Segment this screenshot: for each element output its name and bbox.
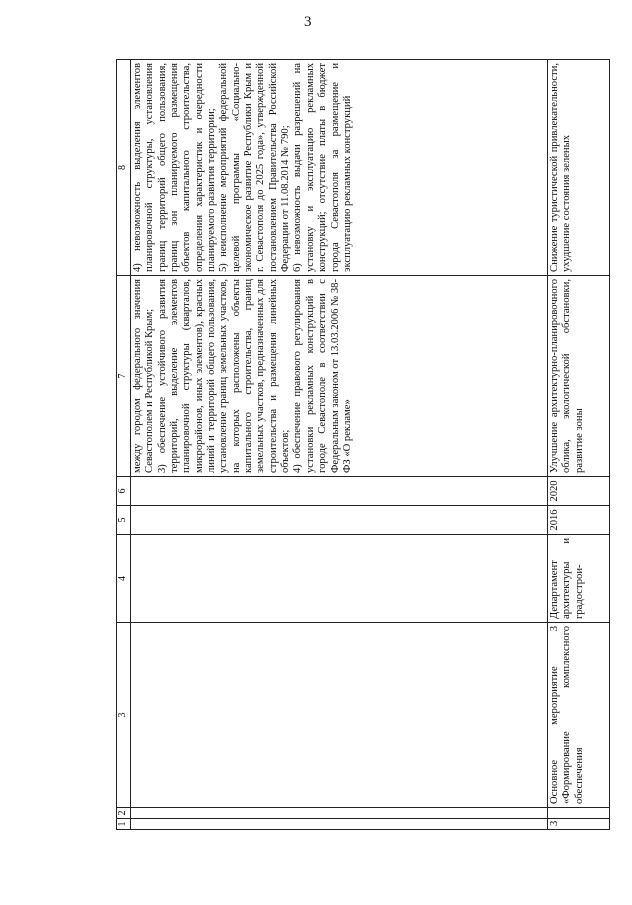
- header-cell: 5: [117, 506, 131, 535]
- cell-executor: Департамент архитектуры и градострои-: [548, 535, 610, 623]
- cell-executor: [131, 535, 548, 623]
- cell-start-year: 2016: [548, 506, 610, 535]
- header-cell: 8: [117, 60, 131, 276]
- cell-start-year: [131, 506, 548, 535]
- header-cell: 2: [117, 808, 131, 819]
- cell-empty: [131, 808, 548, 819]
- cell-expected-result: [131, 276, 548, 477]
- rotated-table-wrapper: [116, 60, 610, 830]
- header-cell: 6: [117, 477, 131, 506]
- result-paragraph: 3) обеспечение устойчивого развития территорий, выделение элементов планировочной структуры (кварталов, микрорайонов, иных элементов), красных линий и территорий общего пользования, установление границ земельных участков, на которых расположены объекты капитального строительства, границ земельных участков, предназначенных для строительства и размещения линейных объектов;: [156, 279, 292, 473]
- table-row-continued: [131, 60, 548, 830]
- program-table: [116, 59, 610, 830]
- header-row: [117, 60, 131, 830]
- cell-measure: [131, 623, 548, 808]
- cell-consequences: [131, 60, 548, 276]
- header-cell: 3: [117, 623, 131, 808]
- cell-empty: [548, 808, 610, 819]
- cell-consequences: Снижение туристической привлекательности, ухудшение состояния зеленых: [548, 60, 610, 276]
- cell-measure: Основное мероприятие 3 «Формирование комплексного обеспечения: [548, 623, 610, 808]
- table-row-3: [548, 60, 610, 830]
- result-paragraph: 4) обеспечение правового регулирования установки рекламных конструкций в городе Севастополе в соответствии с Федеральным законом от 13.03.2006 № 38-ФЗ «О рекламе»: [292, 279, 353, 473]
- header-cell: 4: [117, 535, 131, 623]
- cell-expected-result: Улучшение архитектурно-планировочного облика, экологической обстановки, развитие зоны: [548, 276, 610, 477]
- consequence-paragraph: 6) невозможность выдачи разрешений на установку и эксплуатацию рекламных конструкций; отсутствие платы в бюджет города Севастополя за размещение и эксплуатацию рекламных конструкций: [292, 63, 353, 272]
- result-paragraph: между городом федерального значения Севастополем и Республикой Крым;: [132, 279, 156, 473]
- page-number: 3: [304, 14, 312, 30]
- cell-number: 3: [548, 819, 610, 830]
- header-cell: 1: [117, 819, 131, 830]
- header-cell: 7: [117, 276, 131, 477]
- cell-number: [131, 819, 548, 830]
- consequence-paragraph: 5) неисполнение мероприятий федеральной целевой программы «Социально-экономическое развитие Республики Крым и г. Севастополя до 2025 года», утвержденной постановлением Правительства Российской Федерации от 11.08.2014 № 790;: [218, 63, 292, 272]
- cell-end-year: [131, 477, 548, 506]
- cell-end-year: 2020: [548, 477, 610, 506]
- consequence-paragraph: 4) невозможность выделения элементов планировочной структуры, установления границ территорий общего пользования, границ зон планируемого размещения объектов капитального строительства, определения характеристик и очередности планируемого развития территории;: [132, 63, 218, 272]
